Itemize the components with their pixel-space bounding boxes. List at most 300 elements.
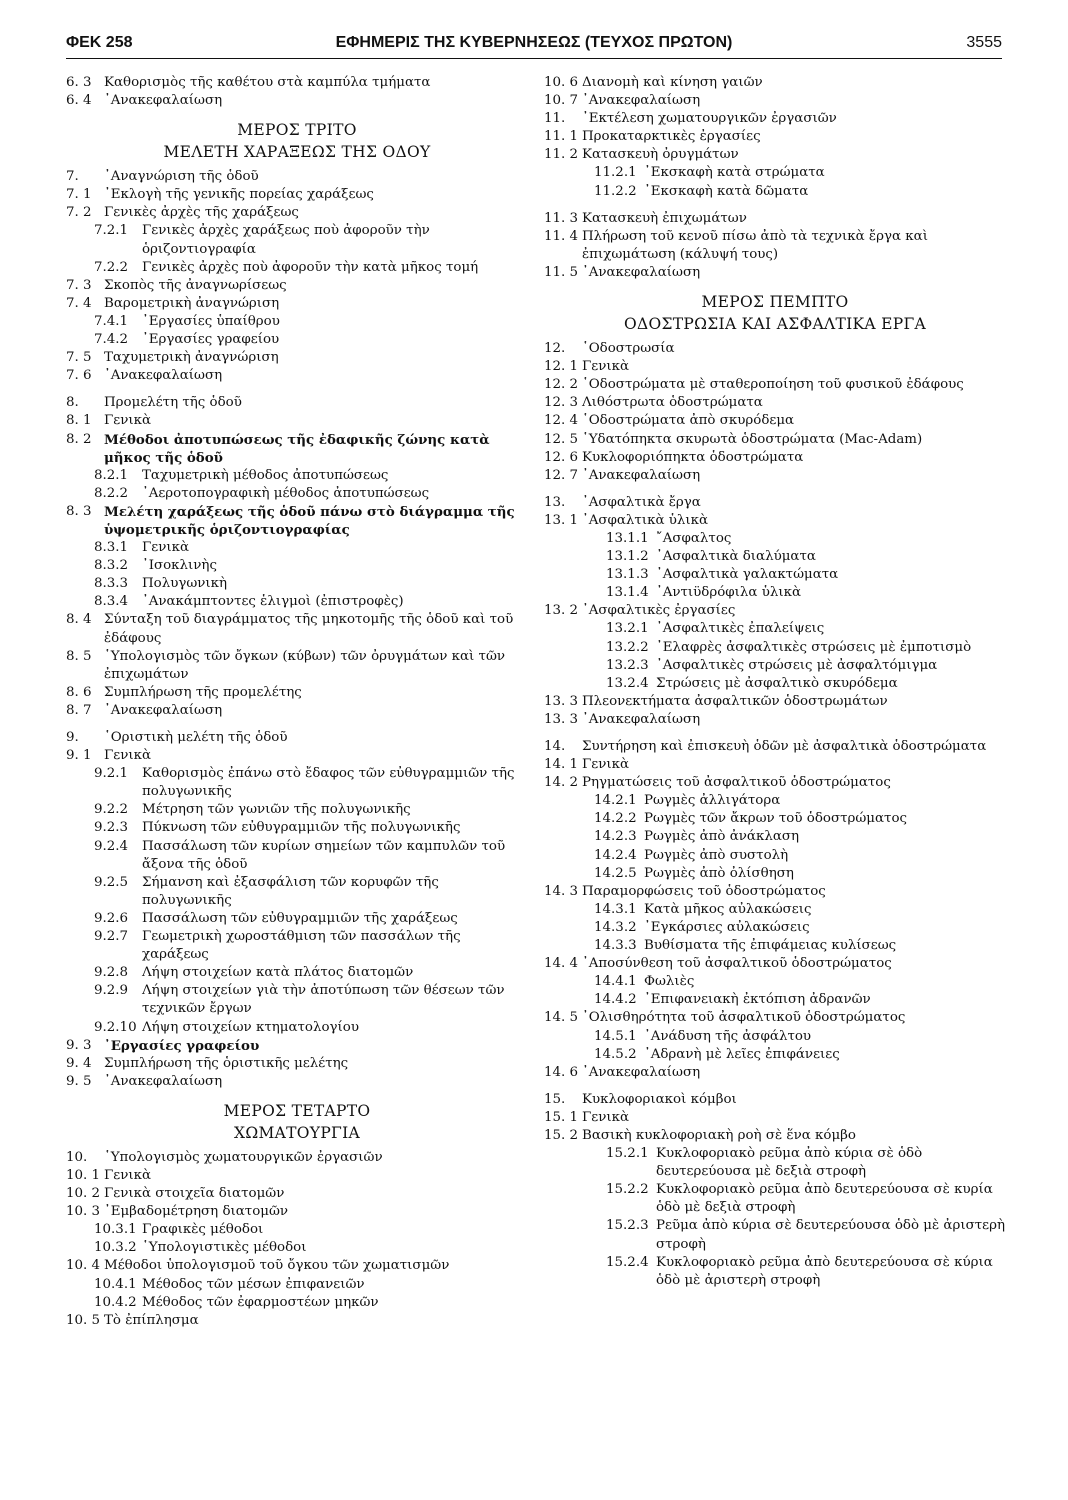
toc-item-number: 15. 2 <box>544 1127 579 1143</box>
toc-item-title: Καθορισμὸς τῆς καθέτου στὰ καμπύλα τμήματα <box>104 75 431 90</box>
toc-item-number: 15.2.4 <box>606 1254 649 1270</box>
toc-item <box>66 92 528 110</box>
toc-item <box>66 259 528 277</box>
toc-item-title: ᾿Ανακεφαλαίωση <box>104 702 223 718</box>
toc-item-number: 7. 2 <box>66 205 92 221</box>
toc-item-title: Πασσάλωση τῶν κυρίων σημείων τῶν καμπυλῶν τοῦ ἄξονα τῆς ὁδοῦ <box>142 838 506 872</box>
toc-item <box>66 557 528 575</box>
toc-item-title: Γενικὲς ἀρχὲς τῆς χαράξεως <box>104 205 299 221</box>
toc-item-number: 13. 2 <box>544 603 579 619</box>
toc-item-number: 14. 4 <box>544 956 579 972</box>
toc-item-number: 10. 3 <box>66 1204 101 1220</box>
toc-item-title: Συμπλήρωση τῆς προμελέτης <box>104 684 302 700</box>
toc-item-title: Γενικὲς ἀρχὲς ποὺ ἀφοροῦν τὴν κατὰ μῆκος τομή <box>142 259 479 275</box>
toc-item-title: ῾Υδατόπηκτα σκυρωτὰ ὁδοστρώματα (Mac-Adam) <box>582 431 923 447</box>
toc-item-number: 13.1.2 <box>606 549 649 565</box>
toc-item-title: Λήψη στοιχείων γιὰ τὴν ἀποτύπωση τῶν θέσεων τῶν τεχνικῶν ἔργων <box>142 983 505 1017</box>
toc-item <box>544 1064 1006 1082</box>
toc-item-title: ᾿Εμβαδομέτρηση διατομῶν <box>104 1204 289 1220</box>
toc-item-number: 8. 1 <box>66 413 92 429</box>
toc-item-number: 13.2.3 <box>606 657 649 673</box>
toc-item-title: Πασσάλωση τῶν εὐθυγραμμιῶν τῆς χαράξεως <box>142 910 458 926</box>
toc-item-number: 8.3.2 <box>94 558 129 574</box>
toc-item-title: ᾿Ανακεφαλαίωση <box>582 467 701 483</box>
toc-item <box>544 792 1006 810</box>
toc-item-number: 9.2.8 <box>94 965 129 981</box>
toc-item-title: Βυθίσματα τῆς ἐπιφάμειας κυλίσεως <box>644 938 897 954</box>
page-number: 3555 <box>966 34 1002 51</box>
toc-item-title: Φωλιὲς <box>644 974 695 990</box>
page-header <box>66 34 1002 58</box>
toc-item-number: 11. 5 <box>544 264 579 280</box>
toc-item-title: Ρηγματώσεις τοῦ ἀσφαλτικοῦ ὁδοστρώματος <box>582 775 891 791</box>
toc-item-number: 11. 1 <box>544 129 579 145</box>
toc-item-number: 10.3.2 <box>94 1240 137 1256</box>
toc-item-number: 14.2.3 <box>594 829 637 845</box>
toc-item <box>544 412 1006 430</box>
toc-item-number: 14.3.2 <box>594 919 637 935</box>
toc-item-number: 13. 3 <box>544 711 579 727</box>
toc-item <box>544 210 1006 228</box>
toc-item-number: 14. 5 <box>544 1010 579 1026</box>
toc-item <box>66 910 528 928</box>
toc-item-number: 9. <box>66 730 79 745</box>
toc-item <box>66 349 528 367</box>
toc-item-number: 14.2.5 <box>594 865 637 881</box>
toc-item-title: ᾿Ασφαλτικὲς ἐπαλείψεις <box>656 621 825 637</box>
toc-item <box>66 394 528 412</box>
toc-item-title: Σκοπὸς τῆς ἀναγνωρίσεως <box>104 277 287 293</box>
toc-item-title: ᾿Εργασίες γραφείου <box>142 332 280 348</box>
toc-item-title: ᾿Ανακεφαλαίωση <box>104 1073 223 1089</box>
toc-item-title: Πύκνωση τῶν εὐθυγραμμιῶν τῆς πολυγωνικῆς <box>142 820 461 836</box>
toc-item-title: ᾿Ελαφρὲς ἀσφαλτικὲς στρώσεις μὲ ἐμποτισμὸ <box>656 639 972 655</box>
toc-item <box>66 503 528 539</box>
toc-item-title: ᾿Ασφαλτικὰ γαλακτώματα <box>656 567 839 583</box>
toc-item-title: Γενικὰ <box>582 359 630 375</box>
gazette-issue: ΦΕΚ 258 <box>66 34 133 51</box>
toc-item <box>66 1185 528 1203</box>
toc-item <box>544 164 1006 182</box>
toc-item <box>66 729 528 747</box>
toc-item-number: 11. 4 <box>544 228 579 244</box>
toc-item-title: Συμπλήρωση τῆς ὁριστικῆς μελέτης <box>104 1055 349 1071</box>
toc-item-title: Λιθόστρωτα ὁδοστρώματα <box>582 395 763 411</box>
toc-item-number: 9.2.3 <box>94 820 129 836</box>
toc-item-title: ᾿Ασφαλτικὰ ἔργα <box>582 494 701 510</box>
toc-item-title: Κυκλοφοριακοὶ κόμβοι <box>582 1091 737 1107</box>
toc-item-title: ᾿Ασφαλτικὰ διαλύματα <box>656 549 816 565</box>
section-gap <box>66 720 528 729</box>
toc-item-title: Παραμορφώσεις τοῦ ὁδοστρώματος <box>582 883 826 899</box>
toc-item-title: Ρωγμὲς ἀπὸ ἀνάκλαση <box>644 829 800 845</box>
toc-item-title: ᾿Αντιϋδρόφιλα ὑλικὰ <box>656 585 802 601</box>
toc-item-number: 11. 3 <box>544 210 579 226</box>
toc-item <box>66 168 528 186</box>
toc-item <box>66 1203 528 1221</box>
toc-item-title: Συντήρηση καὶ ἐπισκευὴ ὁδῶν μὲ ἀσφαλτικὰ ὁδοστρώματα <box>582 739 987 754</box>
toc-item <box>544 449 1006 467</box>
toc-item-title: ᾿Εργασίες ὑπαίθρου <box>142 313 280 329</box>
toc-item-title: Κυκλοφοριόπηκτα ὁδοστρώματα <box>582 449 804 465</box>
toc-item <box>544 1046 1006 1064</box>
toc-item-title: Γενικὰ <box>142 540 190 556</box>
toc-item <box>544 548 1006 566</box>
toc-item <box>66 485 528 503</box>
toc-item-number: 8. 4 <box>66 612 92 628</box>
toc-item-title: Γενικὰ <box>104 1167 152 1183</box>
toc-item-number: 14.2.1 <box>594 793 637 809</box>
toc-item-title: Ρωγμὲς ἀλλιγάτορα <box>644 793 781 809</box>
toc-item <box>544 657 1006 675</box>
toc-item-number: 9.2.9 <box>94 983 129 999</box>
toc-item <box>544 865 1006 883</box>
toc-item <box>544 1028 1006 1046</box>
toc-item-title: ῾Οδοστρώματα ἀπὸ σκυρόδεμα <box>582 413 795 429</box>
toc-item <box>66 819 528 837</box>
left-column <box>66 74 528 1330</box>
toc-item <box>66 765 528 801</box>
toc-item-number: 9.2.5 <box>94 874 129 890</box>
toc-item <box>544 1217 1006 1253</box>
toc-item <box>544 264 1006 282</box>
toc-item-title: ᾿Ανακεφαλαίωση <box>582 711 701 727</box>
toc-item <box>66 1221 528 1239</box>
toc-item <box>66 313 528 331</box>
toc-item <box>544 431 1006 449</box>
toc-item-title: ῾Υπολογισμὸς τῶν ὄγκων (κύβων) τῶν ὀρυγμάτων καὶ τῶν ἐπιχωμάτων <box>104 648 506 682</box>
toc-item <box>66 295 528 313</box>
toc-item <box>66 1055 528 1073</box>
toc-item <box>544 566 1006 584</box>
toc-item-number: 8.3.1 <box>94 540 129 556</box>
toc-item-number: 12. 1 <box>544 359 579 375</box>
toc-item <box>544 92 1006 110</box>
toc-item <box>544 639 1006 657</box>
toc-item-title: Ρεῦμα ἀπὸ κύρια σὲ δευτερεύουσα ὁδὸ μὲ ἀριστερὴ στροφὴ <box>656 1218 1005 1252</box>
toc-item <box>66 684 528 702</box>
toc-item-title: Μέθοδοι ἀποτυπώσεως τῆς ἐδαφικῆς ζώνης κατὰ μῆκος τῆς ὁδοῦ <box>104 431 490 466</box>
toc-item-number: 10. 6 <box>544 75 579 90</box>
toc-item-number: 9.2.2 <box>94 802 129 818</box>
toc-item-number: 12. <box>544 341 566 357</box>
right-column <box>544 74 1006 1290</box>
toc-item-number: 10. 5 <box>66 1312 101 1328</box>
toc-item <box>66 412 528 430</box>
toc-item <box>544 883 1006 901</box>
toc-item-number: 11.2.1 <box>594 165 637 181</box>
toc-item <box>66 648 528 684</box>
toc-item <box>66 874 528 910</box>
toc-item-title: ῾Οδοστρωσία <box>582 341 675 357</box>
toc-item-number: 12. 7 <box>544 467 579 483</box>
toc-item-title: Διανομὴ καὶ κίνηση γαιῶν <box>582 75 763 90</box>
toc-item <box>66 1019 528 1037</box>
toc-item <box>66 539 528 557</box>
toc-item-number: 8. 5 <box>66 648 92 664</box>
toc-item-number: 15. 1 <box>544 1109 579 1125</box>
toc-item <box>544 919 1006 937</box>
toc-item-title: Ρωγμὲς τῶν ἄκρων τοῦ ὁδοστρώματος <box>644 811 908 827</box>
toc-item <box>544 1254 1006 1290</box>
toc-item-title: Γενικὰ <box>104 748 152 764</box>
toc-item-title: ᾿Αδρανὴ μὲ λεῖες ἐπιφάνειες <box>644 1046 840 1062</box>
toc-item-title: Γενικὰ <box>582 757 630 773</box>
toc-item-title: Στρώσεις μὲ ἀσφαλτικὸ σκυρόδεμα <box>656 675 898 691</box>
toc-item-title: Κατασκευὴ ὀρυγμάτων <box>582 147 739 163</box>
toc-item <box>544 675 1006 693</box>
toc-item <box>544 1009 1006 1027</box>
toc-item-number: 13. <box>544 494 566 510</box>
toc-item <box>66 1257 528 1275</box>
toc-item <box>66 74 528 92</box>
toc-item-number: 9.2.4 <box>94 838 129 854</box>
toc-item <box>66 593 528 611</box>
toc-item-title: ῎Ασφαλτος <box>656 530 732 546</box>
toc-item-number: 9.2.7 <box>94 929 129 945</box>
toc-item-number: 12. 4 <box>544 413 579 429</box>
toc-item-number: 14.2.2 <box>594 811 637 827</box>
toc-item <box>544 584 1006 602</box>
toc-item-title: Κυκλοφοριακὸ ρεῦμα ἀπὸ δευτερεύουσα σὲ κυρία ὁδὸ μὲ δεξιὰ στροφὴ <box>656 1182 993 1216</box>
toc-item-title: Μελέτη χαράξεως τῆς ὁδοῦ πάνω στὸ διάγραμμα τῆς ὑψομετρικῆς ὁριζοντιογραφίας <box>104 503 515 538</box>
toc-item-title: Κατασκευὴ ἐπιχωμάτων <box>582 210 747 226</box>
toc-item <box>544 937 1006 955</box>
toc-item <box>66 277 528 295</box>
toc-item-number: 6. 4 <box>66 93 92 109</box>
toc-item-title: ᾿Εκτέλεση χωματουργικῶν ἐργασιῶν <box>582 111 837 127</box>
toc-item-number: 14.3.3 <box>594 938 637 954</box>
toc-item-number: 13.1.4 <box>606 585 649 601</box>
toc-item <box>544 847 1006 865</box>
toc-item <box>66 367 528 385</box>
toc-item-number: 9.2.1 <box>94 766 129 782</box>
toc-item <box>544 711 1006 729</box>
toc-item-number: 13. 3 <box>544 693 579 709</box>
toc-item-number: 14.2.4 <box>594 847 637 863</box>
toc-item <box>66 838 528 874</box>
toc-item <box>544 973 1006 991</box>
toc-item <box>544 810 1006 828</box>
toc-item-title: Σύνταξη τοῦ διαγράμματος τῆς μηκοτομῆς τῆς ὁδοῦ καὶ τοῦ ἐδάφους <box>104 612 514 646</box>
toc-item-title: Προκαταρκτικὲς ἐργασίες <box>582 129 761 145</box>
toc-item-number: 12. 2 <box>544 377 579 393</box>
toc-item <box>544 146 1006 164</box>
toc-item <box>66 1276 528 1294</box>
toc-item-title: ᾿Αεροτοπογραφικὴ μέθοδος ἀποτυπώσεως <box>142 485 430 501</box>
toc-item-title: ᾿Ολισθηρότητα τοῦ ἀσφαλτικοῦ ὁδοστρώματος <box>582 1010 906 1026</box>
toc-item-title: Βασικὴ κυκλοφοριακὴ ροὴ σὲ ἕνα κόμβο <box>582 1127 856 1143</box>
toc-item-number: 7. 4 <box>66 295 92 311</box>
toc-item-number: 9. 5 <box>66 1073 92 1089</box>
toc-item <box>544 358 1006 376</box>
toc-item-title: ῾Υπολογιστικὲς μέθοδοι <box>142 1240 307 1256</box>
toc-item-number: 10.4.1 <box>94 1276 137 1292</box>
toc-item <box>66 204 528 222</box>
toc-item-number: 7. 6 <box>66 368 92 384</box>
toc-item <box>544 512 1006 530</box>
toc-item-title: Σήμανση καὶ ἐξασφάλιση τῶν κορυφῶν τῆς πολυγωνικῆς <box>142 874 439 908</box>
toc-item-number: 8.2.2 <box>94 485 129 501</box>
toc-item <box>66 1037 528 1055</box>
toc-item-title: Πλεονεκτήματα ἀσφαλτικῶν ὁδοστρωμάτων <box>582 693 888 709</box>
toc-item-number: 10. 1 <box>66 1167 101 1183</box>
toc-item-number: 7.4.1 <box>94 313 129 329</box>
toc-item-title: Ταχυμετρικὴ μέθοδος ἀποτυπώσεως <box>142 467 389 483</box>
toc-item-title: Κυκλοφοριακὸ ρεῦμα ἀπὸ κύρια σὲ ὁδὸ δευτερεύουσα μὲ δεξιὰ στροφὴ <box>656 1146 923 1180</box>
toc-item <box>66 1294 528 1312</box>
toc-item-title: ᾿Ανακεφαλαίωση <box>582 1064 701 1080</box>
toc-item-number: 7. 5 <box>66 350 92 366</box>
toc-item-title: Γραφικὲς μέθοδοι <box>142 1222 264 1238</box>
toc-item-title: Καθορισμὸς ἐπάνω στὸ ἔδαφος τῶν εὐθυγραμμιῶν τῆς πολυγωνικῆς <box>142 766 515 800</box>
toc-item-number: 10. 2 <box>66 1186 101 1202</box>
toc-item <box>544 774 1006 792</box>
toc-item-number: 14.5.1 <box>594 1028 637 1044</box>
toc-item-number: 14. 6 <box>544 1064 579 1080</box>
toc-item-title: Ρωγμὲς ἀπὸ συστολὴ <box>644 847 789 863</box>
toc-item-number: 7. 1 <box>66 187 92 203</box>
toc-item-title: Λήψη στοιχείων κτηματολογίου <box>142 1019 359 1035</box>
toc-item-number: 8. 7 <box>66 702 92 718</box>
part-heading: ΜΕΡΟΣ ΤΡΙΤΟ <box>237 121 357 140</box>
toc-item-title: ᾿Ανάδυση τῆς ἀσφάλτου <box>644 1028 812 1044</box>
toc-item-number: 13.2.4 <box>606 675 649 691</box>
toc-item-number: 11. 2 <box>544 147 579 163</box>
toc-item-title: Ρωγμὲς ἀπὸ ὀλίσθηση <box>644 865 794 881</box>
toc-item-number: 14. 1 <box>544 757 579 773</box>
toc-item-title: Κυκλοφοριακὸ ρεῦμα ἀπὸ δευτερεύουσα σὲ κύρια ὁδὸ μὲ ἀριστερὴ στροφὴ <box>656 1254 993 1288</box>
toc-item <box>544 376 1006 394</box>
toc-item <box>66 186 528 204</box>
toc-item-title: Μέθοδοι ὑπολογισμοῦ τοῦ ὄγκου τῶν χωματισμῶν <box>104 1258 450 1274</box>
part-subtitle: ΟΔΟΣΤΡΩΣΙΑ ΚΑΙ ΑΣΦΑΛΤΙΚΑ ΕΡΓΑ <box>623 315 926 334</box>
toc-item-title: Γενικὲς ἀρχὲς χαράξεως ποὺ ἀφοροῦν τὴν ὁριζοντιογραφία <box>142 223 430 257</box>
section-gap <box>544 485 1006 494</box>
toc-item-number: 11.2.2 <box>594 183 637 199</box>
toc-item-number: 13.1.1 <box>606 530 649 546</box>
part-heading: ΜΕΡΟΣ ΠΕΜΠΤΟ <box>701 293 849 312</box>
toc-item-number: 8. <box>66 395 79 411</box>
toc-item-number: 15.2.3 <box>606 1218 649 1234</box>
toc-item <box>66 1073 528 1091</box>
toc-item-title: Λήψη στοιχείων κατὰ πλάτος διατομῶν <box>142 965 414 981</box>
toc-item-title: ᾿Ασφαλτικὲς στρώσεις μὲ ἀσφαλτόμιγμα <box>656 657 938 673</box>
toc-item-number: 8. 3 <box>66 503 92 519</box>
toc-item <box>544 1145 1006 1181</box>
toc-item-title: ᾿Εγκάρσιες αὐλακώσεις <box>644 919 810 935</box>
toc-item <box>66 331 528 349</box>
toc-item-number: 13.1.3 <box>606 567 649 583</box>
toc-item-number: 15.2.2 <box>606 1182 649 1198</box>
toc-item-number: 12. 3 <box>544 395 579 411</box>
toc-item-title: Μέθοδος τῶν ἐφαρμοστέων μηκῶν <box>142 1294 379 1310</box>
toc-item <box>66 467 528 485</box>
toc-item-number: 7. 3 <box>66 277 92 293</box>
toc-item <box>66 431 528 467</box>
toc-item-number: 8. 6 <box>66 684 92 700</box>
toc-item-number: 12. 6 <box>544 449 579 465</box>
toc-item-number: 7. <box>66 169 79 185</box>
toc-item-number: 9. 4 <box>66 1055 92 1071</box>
toc-item-title: Προμελέτη τῆς ὁδοῦ <box>104 395 242 411</box>
toc-item <box>544 1091 1006 1109</box>
toc-item-number: 14. 2 <box>544 775 579 791</box>
toc-item-title: Πολυγωνικὴ <box>142 576 228 592</box>
toc-item <box>544 110 1006 128</box>
toc-item-number: 8.3.4 <box>94 594 129 610</box>
toc-item-title: ᾿Εκσκαφὴ κατὰ δῶματα <box>644 183 809 199</box>
toc-item-title: ῾Οριστικὴ μελέτη τῆς ὁδοῦ <box>104 730 288 745</box>
toc-item <box>66 575 528 593</box>
toc-item <box>544 991 1006 1009</box>
toc-item-title: Γεωμετρικὴ χωροστάθμιση τῶν πασσάλων τῆς χαράξεως <box>142 929 461 963</box>
toc-item-number: 7.2.1 <box>94 223 129 239</box>
part-subtitle: ΜΕΛΕΤΗ ΧΑΡΑΞΕΩΣ ΤΗΣ ΟΔΟΥ <box>163 143 431 162</box>
toc-item-title: ῾Υπολογισμὸς χωματουργικῶν ἐργασιῶν <box>104 1149 383 1165</box>
toc-item <box>66 964 528 982</box>
toc-item-title: ᾿Ισοκλινὴς <box>142 558 217 574</box>
toc-item-title: Μέτρηση τῶν γωνιῶν τῆς πολυγωνικῆς <box>142 802 411 818</box>
toc-item <box>544 494 1006 512</box>
toc-item-title: ᾿Ανακεφαλαίωση <box>582 93 701 109</box>
part-subtitle: ΧΩΜΑΤΟΥΡΓΙΑ <box>233 1123 361 1142</box>
toc-item-title: ᾿Ανακεφαλαίωση <box>104 93 223 109</box>
toc-item <box>544 183 1006 201</box>
toc-item <box>66 1167 528 1185</box>
toc-item <box>544 1181 1006 1217</box>
toc-item-number: 15. <box>544 1091 566 1107</box>
toc-item <box>544 828 1006 846</box>
toc-item <box>544 620 1006 638</box>
toc-item-number: 10. <box>66 1149 88 1165</box>
toc-item-title: ᾿Αναγνώριση τῆς ὁδοῦ <box>104 169 259 185</box>
toc-item-title: Μέθοδος τῶν μέσων ἐπιφανειῶν <box>142 1276 365 1292</box>
toc-item-number: 11. <box>544 111 566 127</box>
toc-item <box>544 602 1006 620</box>
section-gap <box>544 729 1006 738</box>
toc-item-title: Κατὰ μῆκος αὐλακώσεις <box>644 901 812 917</box>
toc-item-number: 13.2.1 <box>606 621 649 637</box>
toc-item <box>66 1312 528 1330</box>
toc-item-title: ᾿Εκσκαφὴ κατὰ στρώματα <box>644 165 825 181</box>
toc-item-number: 9.2.10 <box>94 1019 137 1035</box>
toc-item <box>544 693 1006 711</box>
toc-item-title: Γενικὰ <box>582 1109 630 1125</box>
toc-item <box>544 394 1006 412</box>
toc-item <box>66 1239 528 1257</box>
toc-item-number: 9. 1 <box>66 748 92 764</box>
toc-item <box>544 955 1006 973</box>
toc-item <box>544 1127 1006 1145</box>
toc-item-title: ῾Οδοστρώματα μὲ σταθεροποίηση τοῦ φυσικοῦ ἐδάφους <box>582 377 964 393</box>
toc-item-title: Γενικὰ στοιχεῖα διατομῶν <box>104 1186 285 1202</box>
toc-item <box>544 738 1006 756</box>
toc-item <box>66 1149 528 1167</box>
toc-item-number: 9. 3 <box>66 1037 92 1053</box>
toc-item-number: 13. 1 <box>544 512 579 528</box>
toc-item-number: 13.2.2 <box>606 639 649 655</box>
toc-item-number: 14.3.1 <box>594 901 637 917</box>
toc-item-number: 8.3.3 <box>94 576 129 592</box>
header-rule <box>66 58 1002 59</box>
part-heading: ΜΕΡΟΣ ΤΕΤΑΡΤΟ <box>223 1101 371 1120</box>
toc-item-number: 7.2.2 <box>94 259 129 275</box>
toc-item-number: 14. <box>544 739 566 754</box>
toc-item-title: Ταχυμετρικὴ ἀναγνώριση <box>104 350 279 366</box>
toc-item-title: Τὸ ἐπίπλησμα <box>104 1312 199 1328</box>
toc-item-number: 14. 3 <box>544 883 579 899</box>
